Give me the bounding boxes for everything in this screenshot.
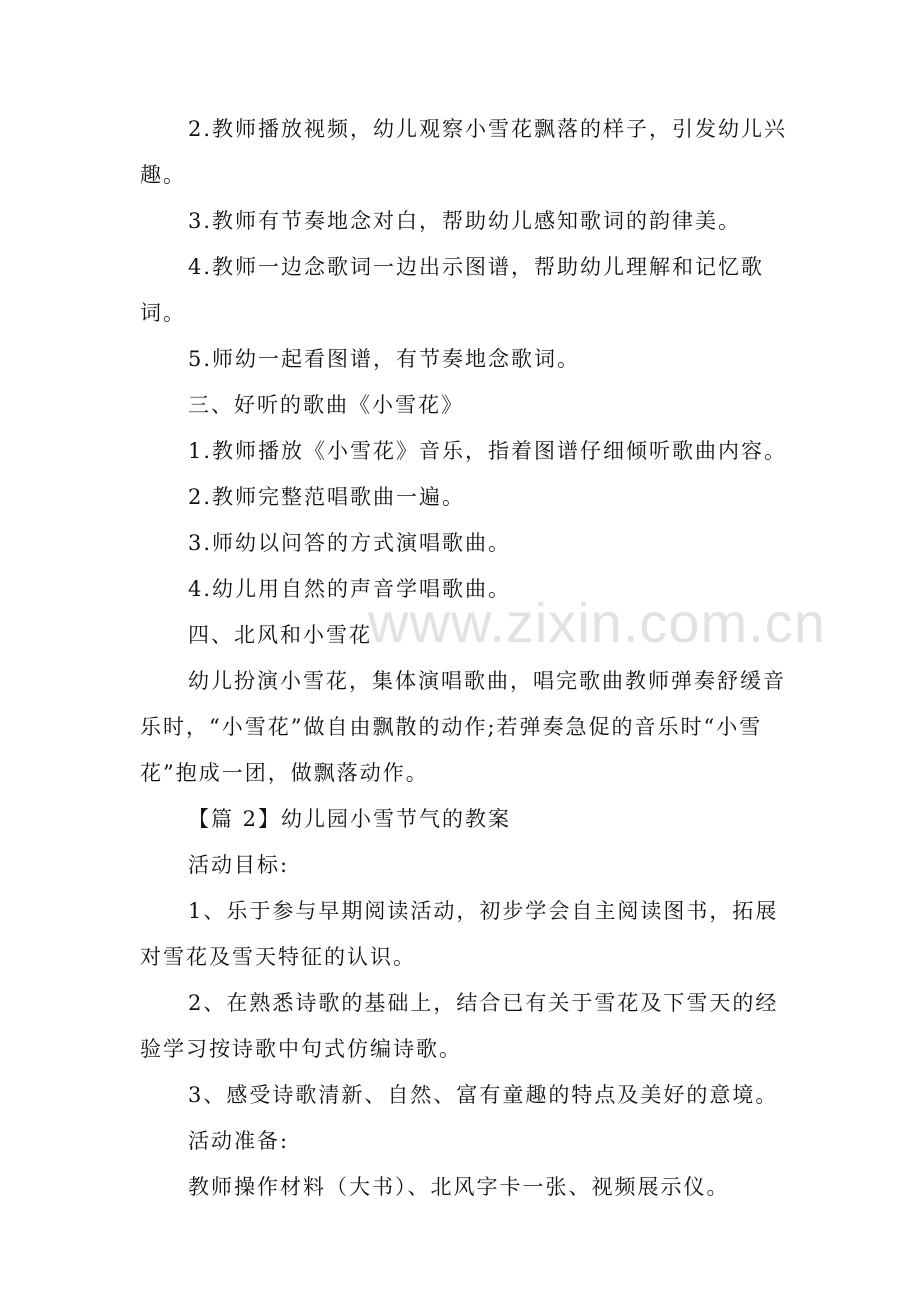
paragraph: 5.师幼一起看图谱，有节奏地念歌词。	[188, 347, 581, 371]
section-heading: 三、好听的歌曲《小雪花》	[188, 393, 464, 417]
paragraph: 4.幼儿用自然的声音学唱歌曲。	[188, 577, 512, 601]
paragraph: 3.教师有节奏地念对白，帮助幼儿感知歌词的韵律美。	[188, 209, 742, 233]
watermark: www.zixin.com.cn	[368, 591, 826, 654]
subheading: 活动目标:	[188, 853, 290, 877]
paragraph: 4.教师一边念歌词一边出示图谱，帮助幼儿理解和记忆歌词。	[140, 255, 765, 325]
subheading: 活动准备:	[188, 1129, 290, 1153]
paragraph: 幼儿扮演小雪花，集体演唱歌曲，唱完歌曲教师弹奏舒缓音乐时，“小雪花”做自由飘散的动作;若弹奏急促的音乐时“小雪花”抱成一团，做飘落动作。	[140, 669, 786, 785]
chapter-title: 【篇 2】幼儿园小雪节气的教案	[188, 807, 512, 831]
paragraph: 2.教师播放视频，幼儿观察小雪花飘落的样子，引发幼儿兴趣。	[140, 117, 788, 187]
paragraph: 2、在熟悉诗歌的基础上，结合已有关于雪花及下雪天的经验学习按诗歌中句式仿编诗歌。	[140, 991, 779, 1061]
paragraph: 3、感受诗歌清新、自然、富有童趣的特点及美好的意境。	[188, 1083, 779, 1107]
paragraph: 1、乐于参与早期阅读活动，初步学会自主阅读图书，拓展对雪花及雪天特征的认识。	[140, 899, 779, 969]
paragraph: 2.教师完整范唱歌曲一遍。	[188, 485, 466, 509]
paragraph: 1.教师播放《小雪花》音乐，指着图谱仔细倾听歌曲内容。	[188, 439, 788, 463]
section-heading: 四、北风和小雪花	[188, 623, 372, 647]
paragraph: 教师操作材料（大书）、北风字卡一张、视频展示仪。	[188, 1175, 730, 1199]
document-body	[140, 106, 800, 1210]
paragraph: 3.师幼以问答的方式演唱歌曲。	[188, 531, 512, 555]
